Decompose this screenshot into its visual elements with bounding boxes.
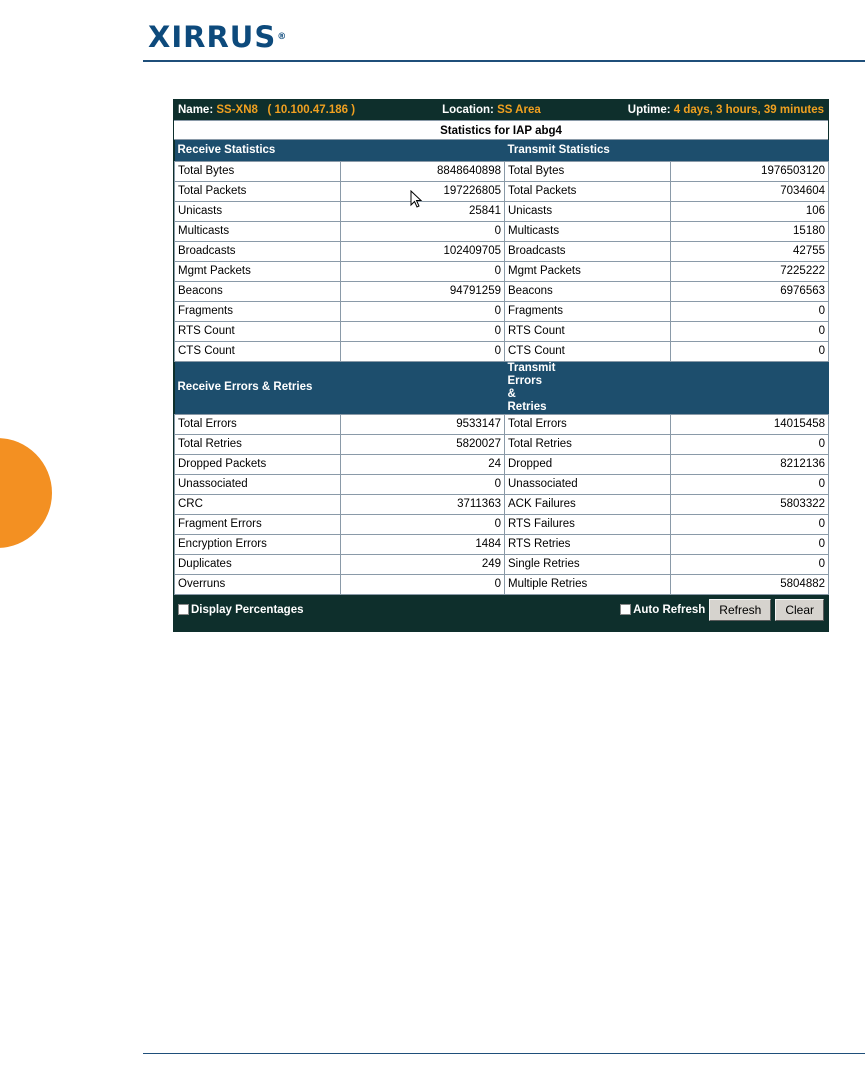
stat-label: Unicasts [505,201,671,221]
table-row [175,434,829,454]
stat-label: Total Bytes [175,161,341,181]
stat-value: 24 [341,454,505,474]
stat-label: Multicasts [175,221,341,241]
stat-value: 3711363 [341,494,505,514]
uptime-value: 4 days, 3 hours, 39 minutes [673,104,824,116]
header-rule [143,60,865,62]
location-value: SS Area [497,104,541,116]
registered-mark: ® [277,32,288,42]
section-title-left: Receive Statistics [175,140,505,161]
stat-label: Multiple Retries [505,574,671,594]
mouse-pointer-icon [410,190,424,208]
device-info-bar [174,100,828,120]
auto-refresh-checkbox[interactable] [620,604,631,615]
stat-value: 25841 [341,201,505,221]
stat-value: 0 [671,341,829,361]
stat-label: CTS Count [505,341,671,361]
stat-value: 0 [341,474,505,494]
stat-value: 9533147 [341,414,505,434]
stat-label: Broadcasts [175,241,341,261]
stat-value: 42755 [671,241,829,261]
stat-value: 5804882 [671,574,829,594]
stat-label: Unassociated [505,474,671,494]
display-percentages-checkbox[interactable] [178,604,189,615]
stat-label: RTS Count [505,321,671,341]
table-row [175,414,829,434]
table-row [175,221,829,241]
stat-label: RTS Count [175,321,341,341]
section-header-row [175,140,829,161]
statistics-panel [173,99,829,632]
chapter-tab [0,438,52,548]
stat-value: 7034604 [671,181,829,201]
table-row [175,574,829,594]
stat-label: CRC [175,494,341,514]
stat-value: 5820027 [341,434,505,454]
stat-value: 0 [341,321,505,341]
table-row [175,161,829,181]
footer-rule [143,1053,865,1054]
stat-value: 0 [671,474,829,494]
stat-value: 0 [671,434,829,454]
stat-label: Overruns [175,574,341,594]
stat-value: 102409705 [341,241,505,261]
table-row [175,181,829,201]
table-row [175,241,829,261]
clear-button[interactable]: Clear [775,599,824,621]
table-row [175,201,829,221]
stat-label: Encryption Errors [175,534,341,554]
stat-label: Unassociated [175,474,341,494]
stat-value: 1484 [341,534,505,554]
stat-value: 15180 [671,221,829,241]
auto-refresh-label: Auto Refresh [633,603,706,616]
stat-value: 0 [341,574,505,594]
section-title-left: Receive Errors & Retries [175,361,505,414]
xirrus-logo [148,20,287,54]
table-row [175,514,829,534]
section-title-right: Transmit Statistics [505,140,829,161]
stat-value: 106 [671,201,829,221]
stat-label: Total Packets [175,181,341,201]
stat-label: Multicasts [505,221,671,241]
stat-label: Dropped [505,454,671,474]
stat-value: 0 [341,221,505,241]
stat-label: Fragments [505,301,671,321]
stat-label: RTS Retries [505,534,671,554]
stat-value: 0 [671,534,829,554]
stat-value: 1976503120 [671,161,829,181]
stat-label: Total Errors [175,414,341,434]
stat-label: Total Errors [505,414,671,434]
section-title-right: Transmit Errors & Retries [505,361,829,414]
stat-label: Duplicates [175,554,341,574]
table-row [175,534,829,554]
table-row [175,321,829,341]
table-row [175,554,829,574]
stat-label: ACK Failures [505,494,671,514]
refresh-button[interactable]: Refresh [709,599,771,621]
stat-value: 0 [671,321,829,341]
stat-value: 94791259 [341,281,505,301]
stat-label: Fragments [175,301,341,321]
stat-label: Fragment Errors [175,514,341,534]
stat-label: Beacons [175,281,341,301]
stats-title: Statistics for IAP abg4 [174,120,828,140]
stat-value: 5803322 [671,494,829,514]
table-row [175,341,829,361]
stat-label: Unicasts [175,201,341,221]
stat-value: 8212136 [671,454,829,474]
stat-label: Mgmt Packets [175,261,341,281]
stat-label: Single Retries [505,554,671,574]
stat-label: Total Retries [175,434,341,454]
table-row [175,454,829,474]
table-row [175,301,829,321]
stat-value: 0 [341,341,505,361]
uptime-label: Uptime: [627,104,671,116]
stat-value: 249 [341,554,505,574]
table-row [175,474,829,494]
stat-label: Total Retries [505,434,671,454]
name-value: SS-XN8 ( 10.100.47.186 ) [216,104,356,116]
stat-label: Broadcasts [505,241,671,261]
stat-value: 0 [671,514,829,534]
stat-label: RTS Failures [505,514,671,534]
table-row [175,261,829,281]
stat-value: 0 [341,261,505,281]
stat-value: 7225222 [671,261,829,281]
statistics-table [174,140,829,595]
stat-value: 14015458 [671,414,829,434]
stat-value: 0 [341,514,505,534]
stat-label: Beacons [505,281,671,301]
stat-value: 0 [671,554,829,574]
location-label: Location: [442,104,494,116]
stat-label: Total Packets [505,181,671,201]
table-row [175,494,829,514]
stat-value: 6976563 [671,281,829,301]
stat-label: Mgmt Packets [505,261,671,281]
display-percentages-label: Display Percentages [191,603,304,616]
stat-value: 197226805 [341,181,505,201]
section-header-row [175,361,829,414]
logo-text: XIRRUS [148,20,277,54]
stat-value: 0 [341,301,505,321]
action-bar [174,595,828,625]
stat-value: 0 [671,301,829,321]
stat-label: CTS Count [175,341,341,361]
stat-value: 8848640898 [341,161,505,181]
stat-label: Total Bytes [505,161,671,181]
table-row [175,281,829,301]
stat-label: Dropped Packets [175,454,341,474]
name-label: Name: [178,104,214,116]
